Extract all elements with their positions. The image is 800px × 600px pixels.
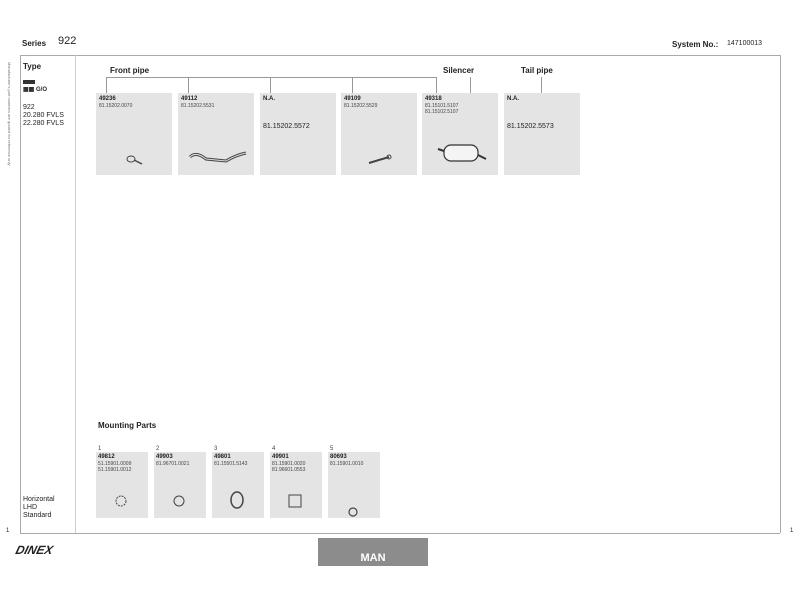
truck-icon — [23, 80, 35, 84]
frame-bottom — [20, 533, 780, 534]
part-number: N.A. — [263, 96, 275, 102]
front-pipe-label: Front pipe — [110, 66, 150, 75]
page-number-left: 1 — [6, 528, 10, 534]
connector-line — [436, 77, 437, 93]
part-code: 81.15202.0070 — [99, 103, 133, 109]
dinex-logo: DINEX — [14, 543, 55, 557]
frame-left — [20, 55, 21, 533]
part-card[interactable] — [422, 93, 498, 175]
mount-index: 1 — [98, 446, 102, 452]
header-divider — [20, 55, 780, 56]
system-number-value: 147100013 — [727, 40, 763, 47]
silencer-illustration — [436, 137, 488, 169]
part-card[interactable] — [96, 93, 172, 175]
connector-line — [352, 77, 353, 93]
ring-illustration — [168, 490, 190, 512]
mount-index: 2 — [156, 446, 160, 452]
page-number-right: 1 — [790, 528, 794, 534]
mounting-card[interactable] — [154, 452, 206, 518]
part-code-line: 81.15102.5107 — [425, 109, 459, 115]
part-card[interactable] — [341, 93, 417, 175]
part-code: 81.15202.5531 — [181, 103, 215, 109]
connector-line — [188, 77, 189, 93]
sidebar-divider — [75, 55, 76, 533]
part-number: 49903 — [156, 454, 173, 460]
axle-icon: ▦▦ — [23, 87, 35, 93]
connector-line — [106, 77, 107, 93]
type-icon-text: G/O — [36, 87, 48, 93]
disclaimer-vertical — [2, 62, 14, 212]
config-item: LHD — [23, 504, 38, 511]
part-card[interactable] — [504, 93, 580, 175]
connector-line — [470, 77, 471, 93]
part-number: 49318 — [425, 96, 442, 102]
tail-pipe-label: Tail pipe — [521, 66, 553, 75]
clamp-illustration — [110, 490, 132, 512]
part-code: 81.15501.5143 — [214, 461, 248, 467]
part-card[interactable] — [260, 93, 336, 175]
series-label: Series — [22, 39, 47, 48]
mounting-card[interactable] — [212, 452, 264, 518]
series-value: 922 — [58, 35, 77, 47]
part-number: 49901 — [272, 454, 289, 460]
gasket-illustration — [226, 490, 248, 512]
frame-right — [780, 55, 781, 533]
part-number: 49801 — [214, 454, 231, 460]
part-number: 80693 — [330, 454, 347, 460]
part-code-line: 51.15901.0009 — [98, 461, 132, 467]
model-item: 922 — [23, 104, 35, 111]
config-item: Standard — [23, 512, 52, 519]
mount-index: 4 — [272, 446, 276, 452]
part-code — [272, 461, 305, 473]
part-number: 49236 — [99, 96, 116, 102]
type-title: Type — [23, 62, 42, 71]
model-list — [23, 104, 64, 128]
part-code: 81.15202.5529 — [344, 103, 378, 109]
part-code-line: 81.15901.0020 — [272, 461, 306, 467]
mounting-parts-title: Mounting Parts — [98, 421, 157, 430]
disclaimer-text: Manufacturer's part numbers are quoted for reference only — [7, 62, 12, 166]
model-item: 20.280 FVLS — [23, 112, 64, 119]
mounting-card[interactable] — [270, 452, 322, 518]
brand-tab[interactable]: MAN — [318, 538, 428, 566]
part-code-line: 81.15101.5107 — [425, 103, 459, 109]
connector-line — [270, 77, 271, 93]
part-code-line: 81.96601.0553 — [272, 467, 306, 473]
part-code: 81.96701.0021 — [156, 461, 190, 467]
part-number: N.A. — [507, 96, 519, 102]
silencer-label: Silencer — [443, 66, 475, 75]
mount-index: 5 — [330, 446, 334, 452]
model-item: 22.280 FVLS — [23, 120, 64, 127]
part-reference: 81.15202.5573 — [507, 123, 554, 130]
connector-line — [106, 77, 436, 78]
part-code — [425, 103, 458, 115]
pipe-illustration — [186, 147, 250, 169]
mounting-card[interactable] — [96, 452, 148, 518]
config-list — [23, 496, 55, 520]
part-code — [98, 461, 131, 473]
mounting-card[interactable] — [328, 452, 380, 518]
bracket-illustration — [284, 490, 306, 512]
config-item: Horizontal — [23, 496, 55, 503]
part-number: 49812 — [98, 454, 115, 460]
ring-illustration — [342, 506, 364, 518]
part-card[interactable] — [178, 93, 254, 175]
part-number: 49112 — [181, 96, 198, 102]
system-number-label: System No.: — [672, 40, 719, 49]
flange-illustration — [124, 153, 146, 167]
part-reference: 81.15202.5572 — [263, 123, 310, 130]
part-code: 81.15901.0010 — [330, 461, 364, 467]
type-icons — [23, 80, 47, 93]
connector-line — [541, 77, 542, 93]
pipe-illustration — [367, 153, 393, 167]
mount-index: 3 — [214, 446, 218, 452]
part-number: 49109 — [344, 96, 361, 102]
part-code-line: 51.15901.0012 — [98, 467, 132, 473]
